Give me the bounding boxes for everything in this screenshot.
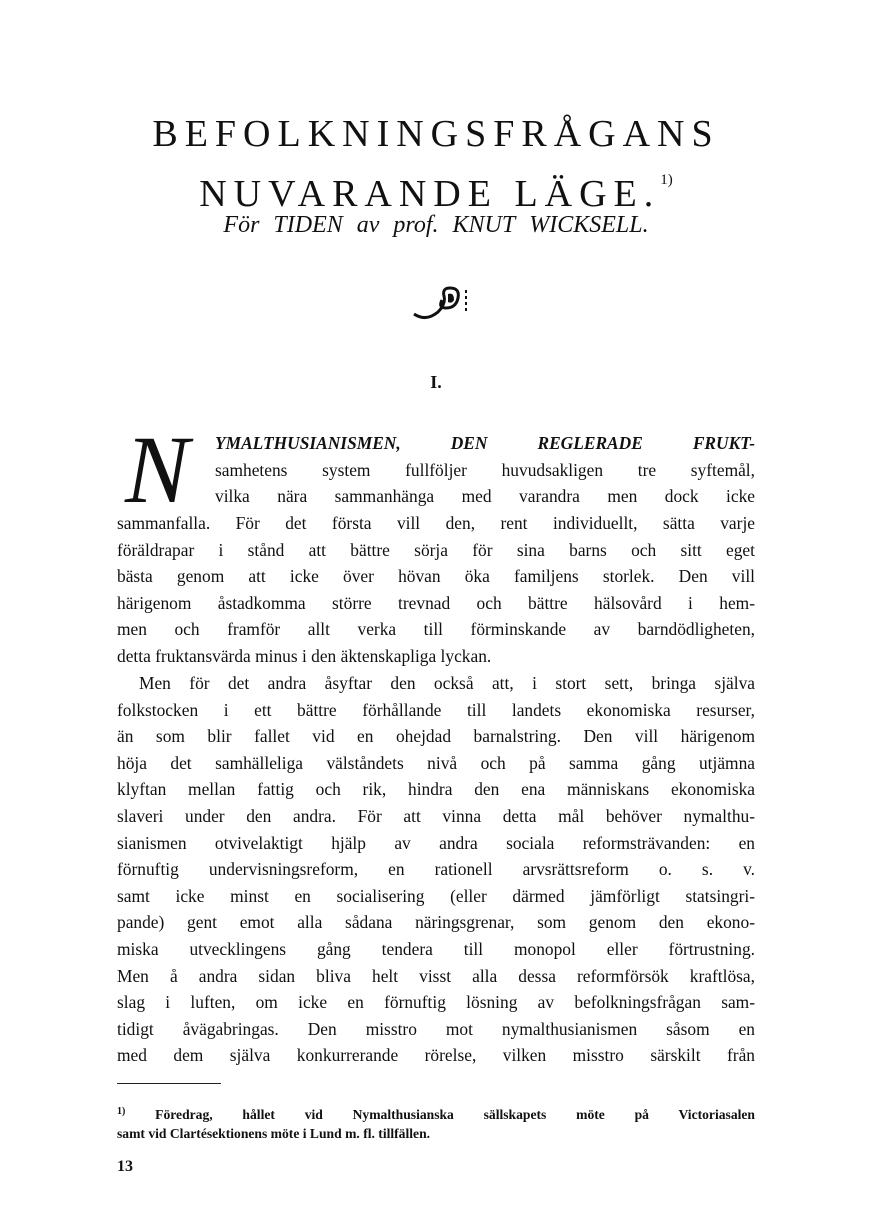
paragraph-line: men och framför allt verka till förminskande av barndödligheten,	[117, 619, 755, 640]
lead-line-2: samhetens system fullföljer huvudsakligen tre syftemål,	[215, 459, 755, 480]
paragraph-line: höja det samhälleliga välståndets nivå och på samma gång utjämna	[117, 752, 755, 773]
paragraph-line: bästa genom att icke över hövan öka familjens storlek. Den vill	[117, 566, 755, 587]
paragraph-line: detta fruktansvärda minus i den äktenskapliga lyckan.	[117, 645, 492, 666]
byline	[60, 212, 812, 239]
decorative-ornament-icon	[408, 282, 472, 322]
paragraph-line: samt icke minst en socialisering (eller därmed jämförligt statsingri-	[117, 885, 755, 906]
dropcap-n	[117, 424, 215, 516]
footnote-mark: 1)	[117, 1106, 126, 1117]
paragraph-line: med dem själva konkurrerande rörelse, vilken misstro särskilt från	[117, 1045, 755, 1066]
paragraph-line: miska utvecklingens gång tendera till monopol eller förtrustning.	[117, 938, 755, 959]
paragraph-line: tidigt åvägabringas. Den misstro mot nymalthusianismen såsom en	[117, 1018, 755, 1039]
lead-line-1: YMALTHUSIANISMEN, DEN REGLERADE FRUKT-	[215, 433, 755, 453]
paragraph-line: Men för det andra åsyftar den också att, i stort sett, bringa själva	[139, 673, 755, 693]
second-paragraph	[117, 670, 755, 1069]
paragraph-line: slag i luften, om icke en förnuftig lösning av befolkningsfrågan sam-	[117, 992, 755, 1013]
lead-lines	[215, 430, 755, 510]
paragraph-line: föräldrapar i stånd att bättre sörja för sina barns och sitt eget	[117, 539, 755, 560]
footnote-line-2: samt vid Clartésektionens möte i Lund m. fl. tillfällen.	[117, 1126, 431, 1141]
byline-word: prof.	[393, 212, 439, 238]
title-footnote-mark: 1)	[660, 172, 673, 188]
byline-word: KNUT	[452, 212, 516, 238]
section-number: I.	[430, 372, 442, 392]
footnote-line-1	[117, 1101, 755, 1123]
lead-line-3: vilka nära sammanhänga med varandra men dock icke	[215, 486, 755, 507]
title-line-2-text: NUVARANDE LÄGE.	[199, 173, 661, 215]
paragraph-line: folkstocken i ett bättre förhållande till landets ekonomiska resurser,	[117, 699, 755, 720]
paragraph-line: klyftan mellan fattig och rik, hindra den ena människans ekonomiska	[117, 779, 755, 800]
paragraph-line: förnuftig undervisningsreform, en rationell arvsrättsreform o. s. v.	[117, 859, 755, 880]
footnote	[117, 1101, 755, 1145]
byline-word: TIDEN	[273, 212, 343, 238]
title-line-1: BEFOLKNINGSFRÅGANS	[152, 113, 720, 155]
first-paragraph	[117, 510, 755, 670]
dropcap-letter: N	[125, 424, 190, 516]
paragraph-line: slaveri under den andra. För att vinna detta mål behöver nymalthu-	[117, 805, 755, 826]
paragraph-line: härigenom åstadkomma större trevnad och bättre hälsovård i hem-	[117, 592, 755, 613]
byline-word: av	[356, 212, 380, 238]
page-number: 13	[117, 1158, 133, 1175]
paragraph-line: sammanfalla. För det första vill den, rent individuellt, sätta varje	[117, 513, 755, 533]
paragraph-line: sianismen otvivelaktigt hjälp av andra sociala reformsträvanden: en	[117, 832, 755, 853]
paragraph-line: pande) gent emot alla sådana näringsgrenar, som genom den ekono-	[117, 912, 755, 933]
paragraph-line: Men å andra sidan bliva helt visst alla dessa reformförsök kraftlösa,	[117, 965, 755, 986]
byline-word: WICKSELL.	[529, 212, 649, 238]
footnote-text-1: Föredrag, hållet vid Nymalthusianska sällskapets möte på Victoriasalen	[155, 1107, 755, 1122]
byline-word: För	[223, 212, 260, 238]
paragraph-line: än som blir fallet vid en ohejdad barnalstring. Den vill härigenom	[117, 726, 755, 747]
title-line-2	[60, 158, 812, 216]
footnote-divider	[117, 1083, 221, 1084]
